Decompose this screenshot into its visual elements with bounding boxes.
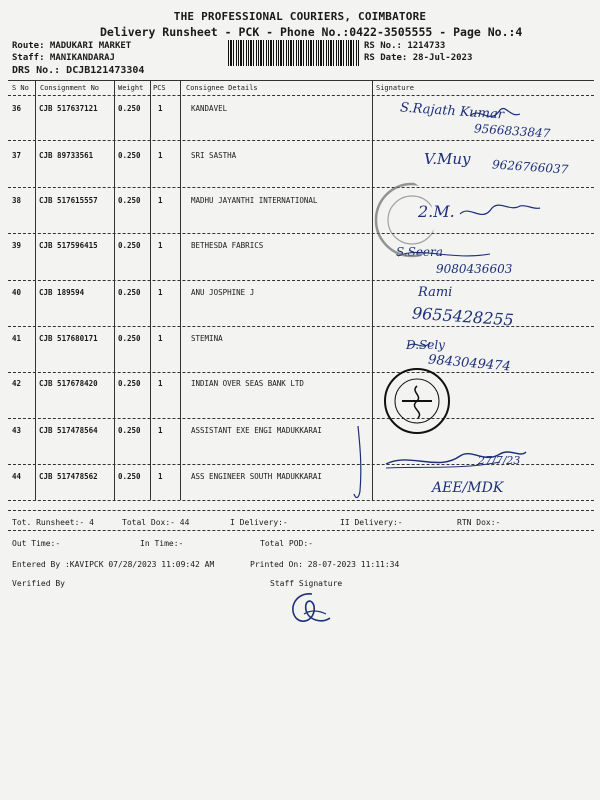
col-header-weight: Weight <box>118 84 144 92</box>
row-consignee: MADHU JAYANTHI INTERNATIONAL <box>191 196 318 205</box>
rs-date: RS Date: 28-Jul-2023 <box>364 53 473 63</box>
row-weight: 0.250 <box>118 379 141 388</box>
entered-by: Entered By :KAVIPCK 07/28/2023 11:09:42 AM <box>12 560 215 569</box>
handwritten-signature: AEE/MDK <box>432 480 504 496</box>
row-pcs: 1 <box>158 151 163 160</box>
row-consignment: CJB 517615557 <box>39 196 98 205</box>
barcode <box>228 40 360 66</box>
in-time: In Time:- <box>140 539 184 548</box>
row-weight: 0.250 <box>118 196 141 205</box>
column-divider <box>35 80 36 500</box>
row-consignee: ANU JOSPHINE J <box>191 288 255 297</box>
row-consignee: STEMINA <box>191 334 223 343</box>
row-weight: 0.250 <box>118 241 141 250</box>
handwritten-signature: Rami <box>418 285 453 300</box>
row-pcs: 1 <box>158 288 163 297</box>
row-consignment: CJB 189594 <box>39 288 85 297</box>
col-header-consignee: Consignee Details <box>186 84 258 92</box>
handwritten-signature: V.Muy <box>424 150 471 168</box>
row-consignment: CJB 517678420 <box>39 379 98 388</box>
staff-signature-mark <box>282 588 334 630</box>
rtn-dox: RTN Dox:- <box>457 518 501 527</box>
row-pcs: 1 <box>158 104 163 113</box>
row-consignee: ASS ENGINEER SOUTH MADUKKARAI <box>191 472 322 481</box>
handwritten-signature: S.Seera <box>396 245 443 259</box>
col-header-consignment: Consignment No <box>40 84 100 92</box>
route-label: Route: MADUKARI MARKET <box>12 41 132 51</box>
printed-on: Printed On: 28-07-2023 11:11:34 <box>250 560 400 569</box>
row-consignment: CJB 89733561 <box>39 151 94 160</box>
row-sno: 43 <box>12 426 22 435</box>
rs-number: RS No.: 1214733 <box>364 41 446 51</box>
handwritten-phone: 9080436603 <box>436 262 513 276</box>
runsheet-title: Delivery Runsheet - PCK - Phone No.:0422-3505555 - Page No.:4 <box>100 25 523 39</box>
staff-signature-label: Staff Signature <box>270 579 343 588</box>
bank-seal <box>382 366 452 436</box>
row-pcs: 1 <box>158 241 163 250</box>
handwritten-date: 27/7/23 <box>478 454 521 467</box>
row-consignee: KANDAVEL <box>191 104 228 113</box>
row-weight: 0.250 <box>118 472 141 481</box>
handwritten-phone: 9655428255 <box>411 303 515 330</box>
row-consignment: CJB 517680171 <box>39 334 98 343</box>
row-weight: 0.250 <box>118 104 141 113</box>
row-pcs: 1 <box>158 196 163 205</box>
row-sno: 42 <box>12 379 22 388</box>
verified-by: Verified By <box>12 579 65 588</box>
company-title: THE PROFESSIONAL COURIERS, COIMBATORE <box>173 10 427 23</box>
row-pcs: 1 <box>158 334 163 343</box>
col-header-signature: Signature <box>376 84 414 92</box>
column-divider <box>180 80 181 500</box>
row-consignment: CJB 517478564 <box>39 426 98 435</box>
i-delivery: I Delivery:- <box>230 518 288 527</box>
row-weight: 0.250 <box>118 288 141 297</box>
handwritten-phone: 9843049474 <box>427 352 512 375</box>
handwritten-signature: D.Sely <box>406 338 445 352</box>
ii-delivery: II Delivery:- <box>340 518 403 527</box>
row-sno: 39 <box>12 241 22 250</box>
column-divider <box>150 80 151 500</box>
row-sno: 40 <box>12 288 22 297</box>
handwritten-phone: 9626766037 <box>491 157 569 177</box>
col-header-pcs: PCS <box>153 84 166 92</box>
total-runsheet: Tot. Runsheet:- 4 <box>12 518 94 527</box>
row-sno: 38 <box>12 196 22 205</box>
row-pcs: 1 <box>158 379 163 388</box>
row-consignment: CJB 517637121 <box>39 104 98 113</box>
handwritten-signature: S.Rajath Kumar <box>399 100 505 123</box>
totals-bottom-rule <box>8 530 594 531</box>
table-top-rule <box>8 80 594 81</box>
col-header-sno: S No <box>12 84 29 92</box>
row-consignee: BETHESDA FABRICS <box>191 241 264 250</box>
signature-strokes <box>350 96 594 516</box>
column-divider <box>114 80 115 500</box>
row-consignment: CJB 517596415 <box>39 241 98 250</box>
row-weight: 0.250 <box>118 151 141 160</box>
row-consignee: ASSISTANT EXE ENGI MADUKKARAI <box>191 426 322 435</box>
row-pcs: 1 <box>158 426 163 435</box>
handwritten-phone: 9566833847 <box>473 121 551 141</box>
staff-label: Staff: MANIKANDARAJ <box>12 53 115 63</box>
row-pcs: 1 <box>158 472 163 481</box>
total-pod: Total POD:- <box>260 539 313 548</box>
drs-label: DRS No.: DCJB121473304 <box>12 65 145 76</box>
row-consignee: SRI SASTHA <box>191 151 237 160</box>
total-dox: Total Dox:- 44 <box>122 518 190 527</box>
row-sno: 36 <box>12 104 22 113</box>
out-time: Out Time:- <box>12 539 61 548</box>
row-sno: 37 <box>12 151 22 160</box>
row-weight: 0.250 <box>118 426 141 435</box>
rubber-stamp <box>372 180 434 264</box>
row-sno: 41 <box>12 334 22 343</box>
row-weight: 0.250 <box>118 334 141 343</box>
row-sno: 44 <box>12 472 22 481</box>
row-consignment: CJB 517478562 <box>39 472 98 481</box>
row-consignee: INDIAN OVER SEAS BANK LTD <box>191 379 304 388</box>
handwritten-signature: 2.M. <box>418 202 455 221</box>
